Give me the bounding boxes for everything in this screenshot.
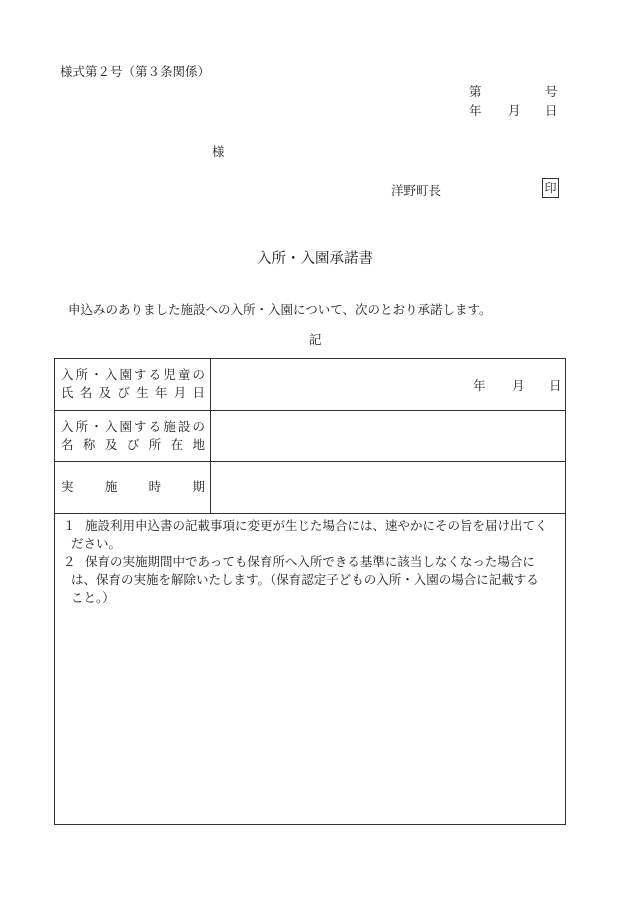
- seal-mark: 印: [542, 178, 559, 198]
- row-label-line: 実施時期: [61, 479, 205, 494]
- row-label-line: 氏名及び生年月日: [61, 385, 205, 400]
- note-line: は、保育の実施を解除いたします。（保育認定子どもの入所・入園の場合に記載する: [71, 572, 539, 587]
- note-number: １: [63, 518, 76, 533]
- number-suffix: 号: [545, 84, 558, 99]
- issue-date-day: 日: [545, 103, 558, 118]
- birth-date-day: 日: [549, 378, 562, 393]
- note-number: ２: [63, 554, 76, 569]
- ki-marker: 記: [309, 332, 322, 347]
- row-label-line: 入所・入園する児童の: [61, 367, 205, 382]
- table-row-period: [55, 462, 565, 514]
- row-label-cell: [55, 359, 211, 410]
- note-line: 保育の実施期間中であっても保育所へ入所できる基準に該当しなくなった場合に: [85, 554, 535, 569]
- table-row-facility: [55, 411, 565, 462]
- row-label-cell: [55, 411, 211, 461]
- note-line: 施設利用申込書の記載事項に変更が生じた場合には、速やかにその旨を届け出てく: [85, 518, 548, 533]
- note-line: こと。）: [71, 590, 115, 605]
- row-label-line: 名称及び所在地: [61, 437, 205, 452]
- table-row-child: [55, 359, 565, 411]
- issue-date-year: 年: [469, 103, 482, 118]
- form-number: 様式第２号（第３条関係）: [60, 64, 211, 79]
- birth-date-year: 年: [473, 378, 486, 393]
- row-label-line: 入所・入園する施設の: [61, 419, 205, 434]
- number-prefix: 第: [469, 84, 482, 99]
- note-line: ださい。: [71, 536, 122, 551]
- approval-table: [54, 358, 566, 825]
- intro-text: 申込みのありました施設への入所・入園について、次のとおり承諾します。: [68, 302, 492, 317]
- document-title: 入所・入園承諾書: [257, 251, 373, 267]
- addressee-honorific: 様: [212, 144, 225, 159]
- row-label-cell: [55, 462, 211, 513]
- birth-date-month: 月: [512, 378, 525, 393]
- issuer-title: 洋野町長: [391, 183, 442, 198]
- issue-date-month: 月: [508, 103, 521, 118]
